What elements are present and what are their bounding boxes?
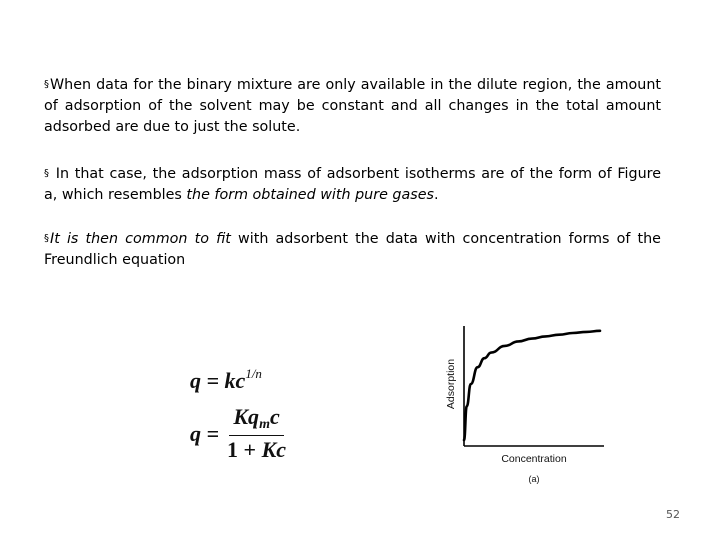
bullet-1-text: When data for the binary mixture are only available in the dilute region, the amount of adsorption of the solvent may be constant and all changes in the total amount adsorbed are due to just the solute. (44, 77, 661, 135)
isotherm-curve (464, 331, 600, 440)
denominator-constant: 1 + (227, 437, 262, 462)
numerator-main: Kq (233, 404, 260, 429)
bullet-2 (44, 163, 661, 206)
freundlich-lhs: q = kc (190, 368, 246, 393)
bullet-3-italic: It is then common to fit (50, 231, 231, 247)
bullet-2-tail: . (433, 187, 439, 203)
bullet-3 (44, 228, 661, 271)
freundlich-equation (190, 366, 262, 394)
figure-caption: (a) (528, 474, 540, 484)
adsorption-isotherm-chart (440, 318, 610, 488)
bullet-1 (44, 74, 661, 138)
freundlich-exponent: 1/n (245, 366, 262, 381)
bullet-2-italic: the form obtained with pure gases (186, 187, 434, 203)
bullet-3-text: with adsorbent the data with concentration forms of the Freundlich equation (44, 231, 661, 268)
bullet-marker: § (44, 79, 49, 90)
langmuir-lhs: q = (190, 420, 220, 446)
numerator-subscript: m (259, 417, 270, 432)
langmuir-equation (190, 404, 286, 463)
langmuir-denominator (227, 436, 286, 463)
y-axis-label: Adsorption (445, 358, 457, 410)
denominator-variable: Kc (261, 437, 287, 462)
bullet-marker: § (44, 168, 49, 179)
langmuir-fraction (227, 404, 286, 463)
bullet-2-text: In that case, the adsorption mass of adsorbent isotherms are of the form of Figure a, which resembles (44, 166, 661, 203)
page-number: 52 (666, 508, 680, 521)
numerator-tail: c (269, 404, 280, 429)
langmuir-numerator (229, 404, 283, 436)
bullet-marker: § (44, 233, 49, 244)
x-axis-label: Concentration (501, 453, 567, 465)
